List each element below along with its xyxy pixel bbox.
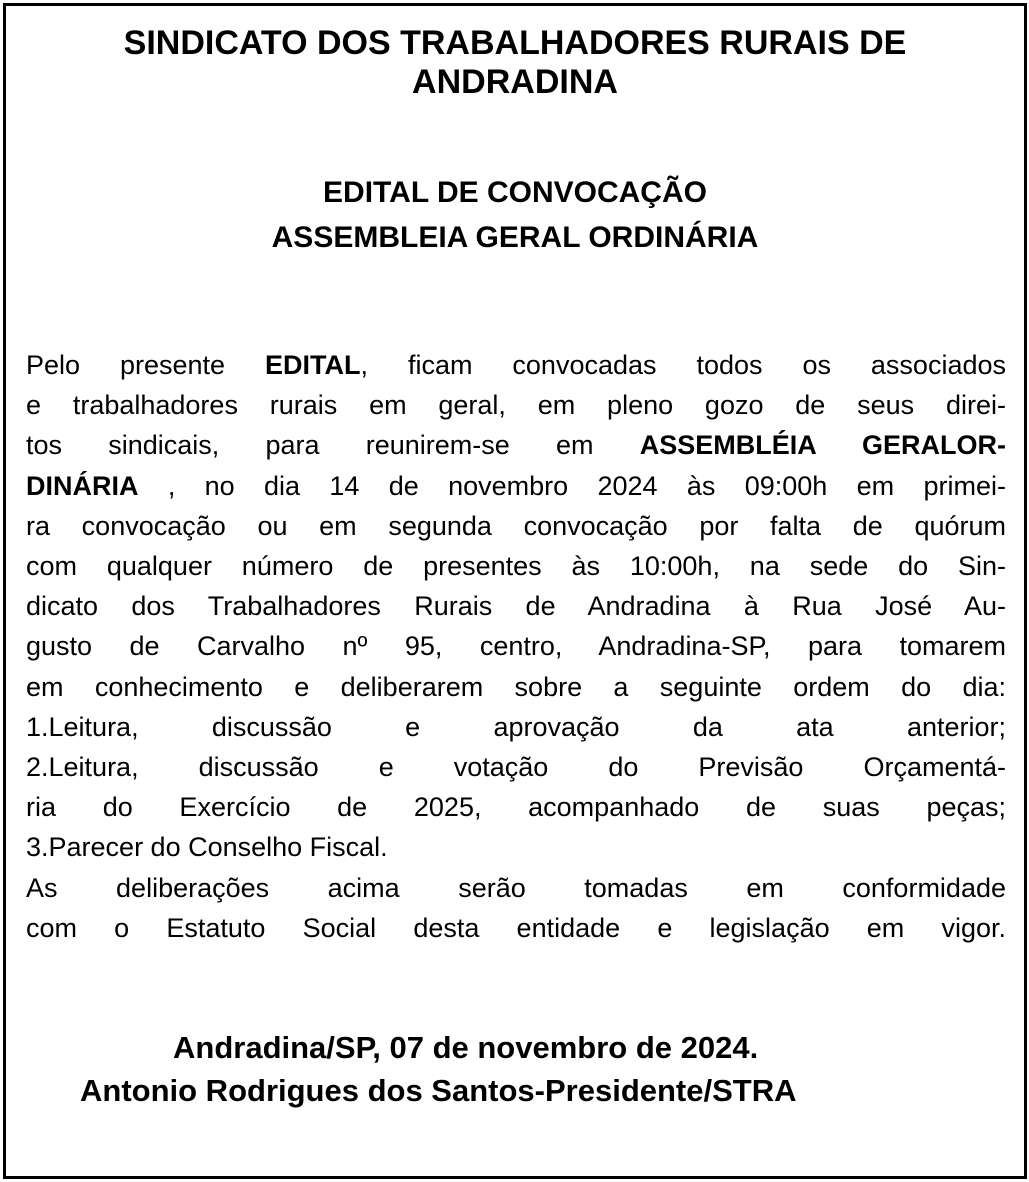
- body-text-segment: tos sindicais, para reunirem-se em: [26, 430, 640, 461]
- signature-name: Antonio Rodrigues dos Santos-Presidente/STRA: [80, 1073, 797, 1108]
- notice-frame: [3, 3, 1027, 1179]
- body-line-6: com qualquer número de presentes às 10:00h, na sede do Sin-: [26, 551, 1006, 582]
- organization-name-line-2: ANDRADINA: [412, 63, 618, 101]
- body-line-3: [26, 425, 1006, 465]
- agenda-item-1: 1.Leitura, discussão e aprovação da ata anterior;: [26, 711, 1006, 742]
- body-line-7: dicato dos Trabalhadores Rurais de Andradina à Rua José Au-: [26, 591, 1006, 622]
- agenda-item-3: 3.Parecer do Conselho Fiscal.: [26, 832, 388, 863]
- body-line-5: ra convocação ou em segunda convocação por falta de quórum: [26, 510, 1006, 541]
- body-text-segment: , no dia 14 de novembro 2024 às 09:00h em primei-: [138, 470, 1006, 501]
- body-line-8: gusto de Carvalho nº 95, centro, Andradina-SP, para tomarem: [26, 631, 1006, 662]
- notice-title: [6, 170, 1024, 260]
- notice-body: [26, 345, 1006, 948]
- organization-name: [6, 24, 1024, 102]
- body-line-4: [26, 466, 1006, 506]
- body-bold-assembleia: ASSEMBLÉIA GERALOR-: [639, 430, 1006, 461]
- notice-title-line-2: ASSEMBLEIA GERAL ORDINÁRIA: [271, 221, 759, 254]
- body-text-segment: , ficam convocadas todos os associados: [360, 350, 1006, 380]
- closing-line-1: As deliberações acima serão tomadas em conformidade: [26, 872, 1006, 903]
- agenda-item-2: 2.Leitura, discussão e votação do Previsão Orçamentá-: [26, 752, 1006, 783]
- body-bold-edital: EDITAL: [265, 350, 361, 380]
- closing-line-2: com o Estatuto Social desta entidade e legislação em vigor.: [26, 912, 1006, 943]
- signature-date: Andradina/SP, 07 de novembro de 2024.: [173, 1030, 759, 1065]
- body-bold-ordinaria: DINÁRIA: [26, 470, 139, 501]
- organization-name-line-1: SINDICATO DOS TRABALHADORES RURAIS DE: [123, 24, 907, 62]
- body-line-2: e trabalhadores rurais em geral, em pleno gozo de seus direi-: [26, 390, 1006, 421]
- signature-block: [6, 1026, 1024, 1112]
- body-line-9: em conhecimento e deliberarem sobre a seguinte ordem do dia:: [26, 671, 1006, 702]
- body-line-1: [26, 345, 1006, 385]
- body-text-segment: Pelo presente: [26, 350, 266, 380]
- agenda-item-2-continued: ria do Exercício de 2025, acompanhado de suas peças;: [26, 792, 1006, 823]
- notice-title-line-1: EDITAL DE CONVOCAÇÃO: [323, 176, 707, 209]
